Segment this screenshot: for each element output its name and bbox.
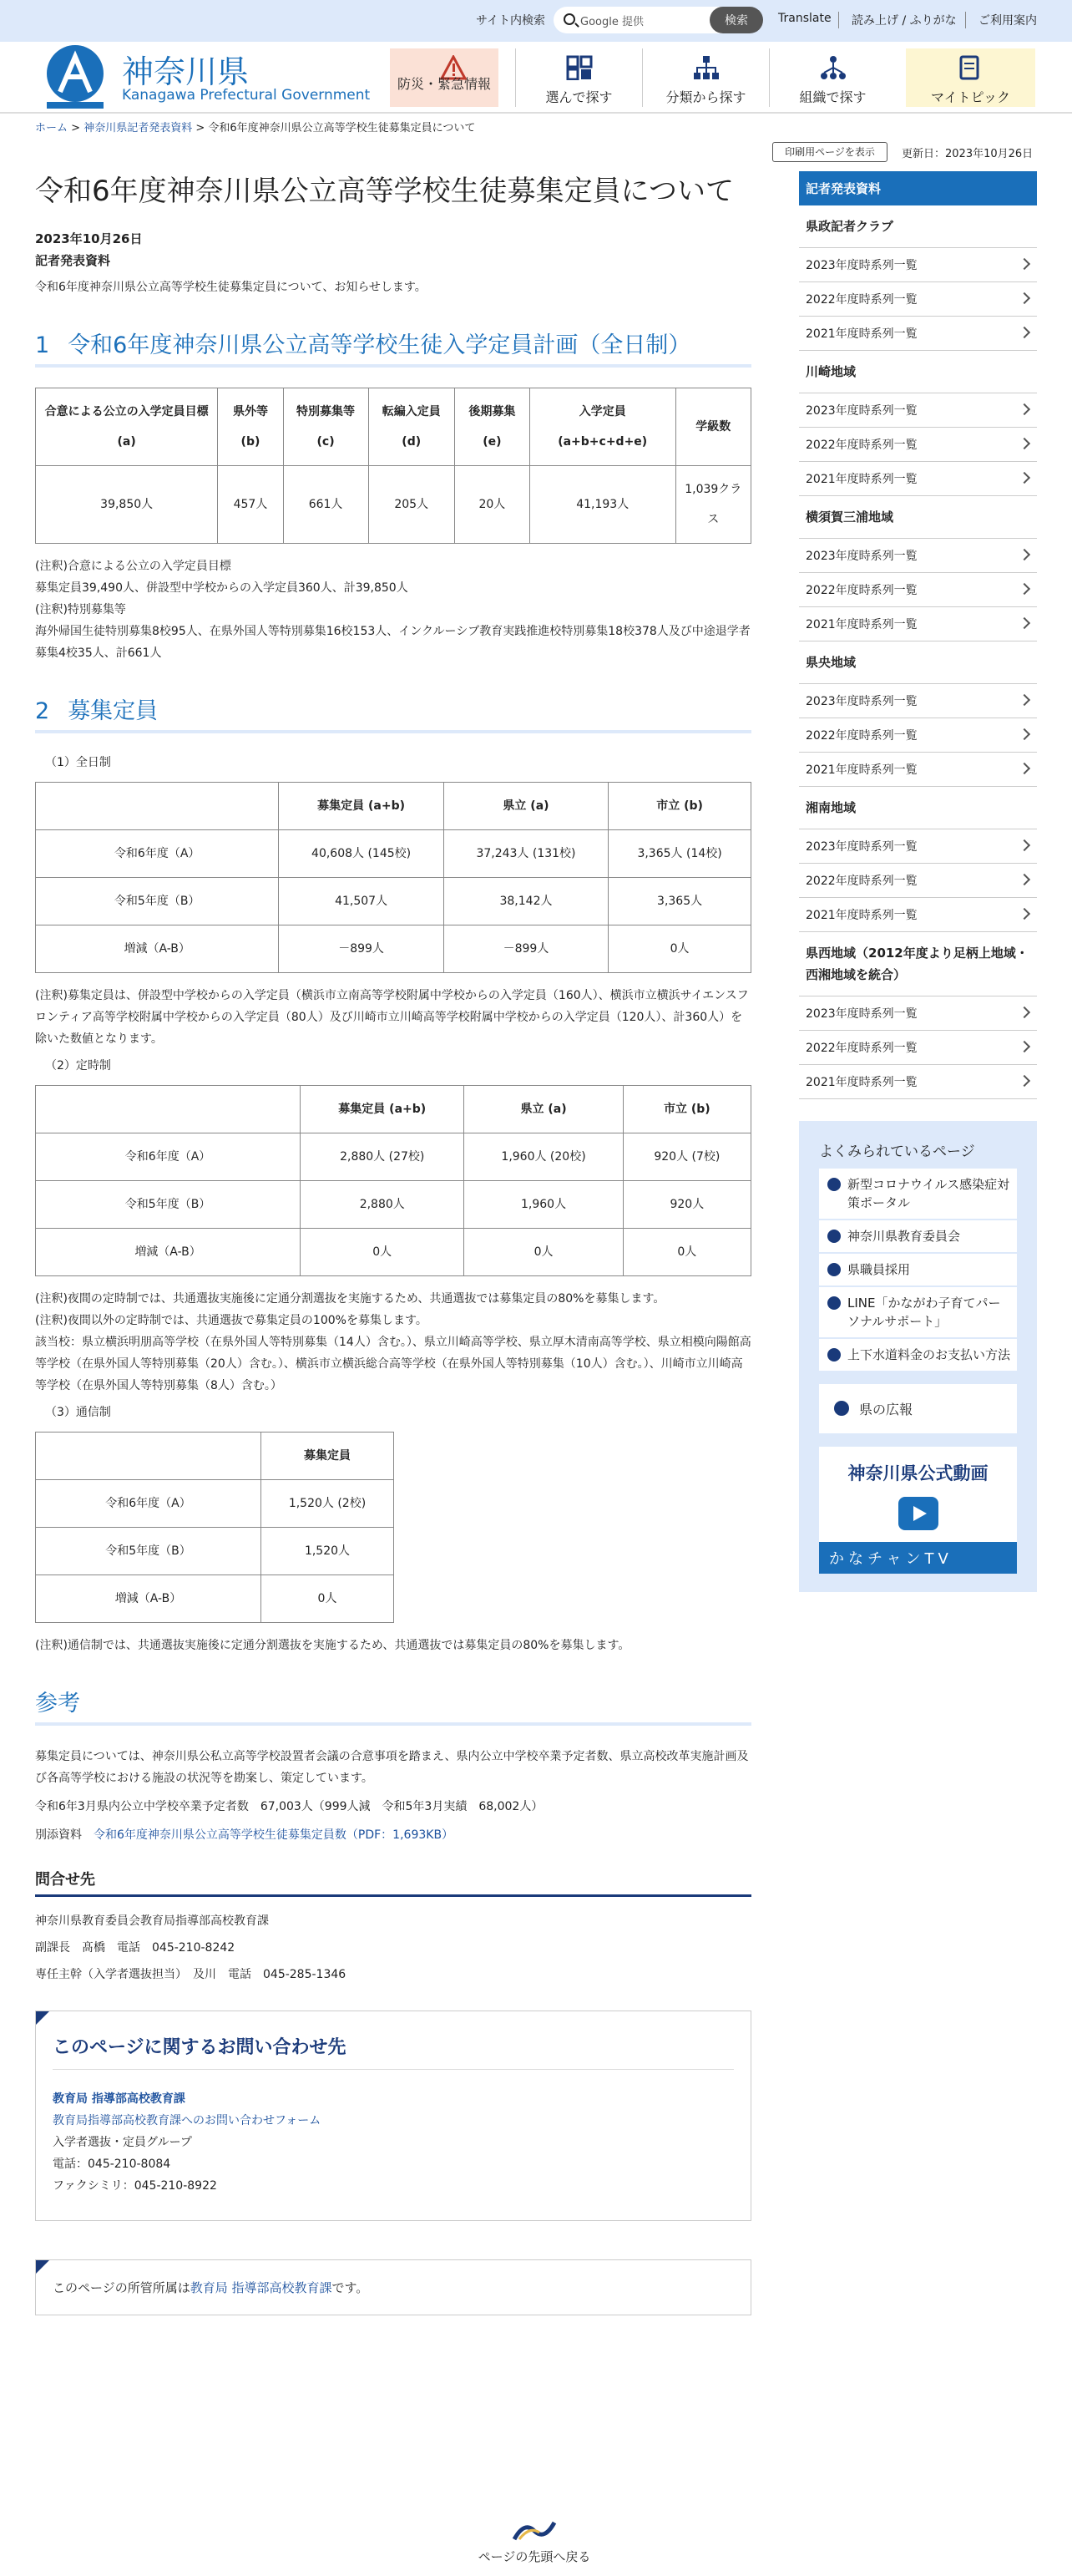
section-2-heading: 2 募集定員 bbox=[35, 677, 751, 733]
official-video-banner[interactable] bbox=[819, 1447, 1017, 1574]
table-row: 増減（A-B） －899人 －899人 0人 bbox=[36, 925, 751, 973]
search-icon bbox=[564, 13, 575, 25]
reference-text: 募集定員については、神奈川県公私立高等学校設置者会議の合意事項を踏まえ、県内公立中学校卒業予定者数、県立高校改革実施計画及び各高等学校における施設の状況等を勘案し、策定しています。 bbox=[35, 1750, 749, 1785]
sidebar-item[interactable]: 2021年度時系列一覧 bbox=[799, 607, 1037, 641]
table-cell: 41,193人 bbox=[529, 466, 675, 544]
sidebar-group-1: 川崎地域 bbox=[799, 351, 1037, 393]
sidebar-item[interactable]: 2023年度時系列一覧 bbox=[799, 539, 1037, 573]
nav-mypick[interactable] bbox=[906, 48, 1035, 107]
table-header: 県立 (a) bbox=[464, 1086, 623, 1133]
section-1-heading: 1 令和6年度神奈川県公立高等学校生徒入学定員計画（全日制） bbox=[35, 312, 751, 368]
attachment-line: 別添資料 令和6年度神奈川県公立高等学校生徒募集定員数（PDF：1,693KB） bbox=[35, 1828, 454, 1842]
attachment-pdf-link[interactable]: 令和6年度神奈川県公立高等学校生徒募集定員数（PDF：1,693KB） bbox=[94, 1828, 454, 1842]
correspondence-table bbox=[35, 1432, 394, 1623]
fulltime-table bbox=[35, 782, 751, 973]
pref-pr-link[interactable]: 県の広報 bbox=[819, 1384, 1017, 1433]
popular-item[interactable]: 新型コロナウイルス感染症対策ポータル bbox=[819, 1169, 1017, 1219]
breadcrumb-home[interactable]: ホーム bbox=[35, 122, 68, 134]
sidebar-heading: 記者発表資料 bbox=[799, 171, 1037, 205]
enrollment-plan-table bbox=[35, 388, 751, 544]
table-header: 市立 (b) bbox=[623, 1086, 751, 1133]
sidebar-item[interactable]: 2022年度時系列一覧 bbox=[799, 718, 1037, 753]
table-row: 令和6年度（A） 40,608人 (145校) 37,243人 (131校) 3,365人 (14校) bbox=[36, 830, 751, 878]
sidebar-group-0: 県政記者クラブ bbox=[799, 205, 1037, 248]
contact-form-link[interactable]: 教育局指導部高校教育課へのお問い合わせフォーム bbox=[53, 2114, 321, 2127]
read-aloud-link[interactable]: 読み上げ / ふりがな bbox=[852, 14, 957, 28]
sidebar-item[interactable]: 2022年度時系列一覧 bbox=[799, 282, 1037, 317]
table-header: 特別募集等 (c) bbox=[283, 388, 368, 466]
table-header: 県立 (a) bbox=[443, 783, 608, 830]
note: (注釈)募集定員は、併設型中学校からの入学定員（横浜市立南高等学校附属中学校からの入学定員（160人）、横浜市立横浜サイエンスフロンティア高等学校附属中学校からの入学定員（80人）及び川崎市立川崎高等学校附属中学校からの入学定員（120人）、計360人）を除いた数値となります。 bbox=[35, 989, 749, 1046]
table-header: 学級数 bbox=[675, 388, 751, 466]
popular-item[interactable]: 上下水道料金のお支払い方法 bbox=[819, 1339, 1017, 1371]
table-row: 令和6年度（A） 2,880人 (27校) 1,960人 (20校) 920人 (7校) bbox=[36, 1133, 751, 1181]
table-header: 入学定員 (a+b+c+d+e) bbox=[529, 388, 675, 466]
table-cell: 39,850人 bbox=[36, 466, 218, 544]
owner-dept-link[interactable]: 教育局 指導部高校教育課 bbox=[190, 2280, 332, 2295]
back-to-top-link[interactable]: ページの先頭へ戻る bbox=[468, 2514, 601, 2565]
publish-date: 2023年10月26日 bbox=[35, 231, 143, 246]
sidebar-group-3: 県央地域 bbox=[799, 641, 1037, 684]
nav-disaster[interactable] bbox=[390, 48, 498, 107]
sidebar-item[interactable]: 2021年度時系列一覧 bbox=[799, 898, 1037, 932]
site-search-label: サイト内検索 bbox=[476, 14, 546, 28]
site-title-en: Kanagawa Prefectural Government bbox=[122, 87, 371, 104]
contact-box bbox=[35, 2011, 751, 2221]
parttime-table bbox=[35, 1085, 751, 1276]
note: (注釈)合意による公立の入学定員目標 募集定員39,490人、併設型中学校からの入学定員360人、計39,850人 (注釈)特別募集等 海外帰国生徒特別募集8校95人、在県外国人等特別募集16校153人、インクルーシブ教育実践推進校特別募集18校378人及び中途退学者募集4校35人、計661人 bbox=[35, 560, 751, 660]
search-button[interactable]: 検索 bbox=[710, 7, 763, 33]
contact-title: このページに関するお問い合わせ先 bbox=[53, 2033, 734, 2070]
table-row: 令和5年度（B） 2,880人 1,960人 920人 bbox=[36, 1181, 751, 1229]
contact-phone: 電話：045-210-8084 bbox=[53, 2158, 171, 2171]
sidebar-item[interactable]: 2023年度時系列一覧 bbox=[799, 684, 1037, 718]
table-header: 県外等 (b) bbox=[218, 388, 283, 466]
wave-logo-icon bbox=[509, 2514, 559, 2544]
nav-choose[interactable] bbox=[515, 48, 642, 107]
page-title: 令和6年度神奈川県公立高等学校生徒募集定員について bbox=[35, 175, 734, 208]
notebook-icon bbox=[956, 55, 983, 80]
nav-category[interactable] bbox=[642, 48, 769, 107]
search-placeholder: Google 提供 bbox=[580, 16, 644, 28]
table-row: 令和6年度（A） 1,520人 (2校) bbox=[36, 1480, 394, 1528]
breadcrumb: ホーム > 神奈川県記者発表資料 > 令和6年度神奈川県公立高等学校生徒募集定員について bbox=[35, 122, 476, 134]
play-icon bbox=[898, 1497, 938, 1530]
table-cell: 205人 bbox=[368, 466, 454, 544]
contact-dept-link[interactable]: 教育局 指導部高校教育課 bbox=[53, 2092, 185, 2106]
table-header: 合意による公立の入学定員目標 (a) bbox=[36, 388, 218, 466]
inquiry-heading: 問合せ先 bbox=[35, 1868, 751, 1897]
table-row: 令和5年度（B） 1,520人 bbox=[36, 1528, 394, 1575]
sidebar-item[interactable]: 2023年度時系列一覧 bbox=[799, 996, 1037, 1031]
hierarchy-icon bbox=[693, 55, 720, 80]
nav-org[interactable] bbox=[769, 48, 896, 107]
table-header: 募集定員 (a+b) bbox=[279, 783, 443, 830]
sidebar-group-4: 湘南地域 bbox=[799, 787, 1037, 829]
video-title: 神奈川県公式動画 bbox=[847, 1463, 989, 1483]
organization-icon bbox=[820, 55, 847, 80]
table-header bbox=[36, 783, 279, 830]
table-row: 増減（A-B） 0人 0人 0人 bbox=[36, 1229, 751, 1276]
inquiry-details: 神奈川県教育委員会教育局指導部高校教育課 副課長 髙橋 電話 045-210-8242 専任主幹（入学者選抜担当） 及川 電話 045-285-1346 bbox=[35, 1914, 346, 1981]
reference-heading: 参考 bbox=[35, 1670, 751, 1726]
sidebar-item[interactable]: 2023年度時系列一覧 bbox=[799, 829, 1037, 864]
table-row: 増減（A-B） 0人 bbox=[36, 1575, 394, 1623]
subsection-parttime: （2）定時制 bbox=[45, 1059, 111, 1072]
sidebar-item[interactable]: 2021年度時系列一覧 bbox=[799, 317, 1037, 351]
print-button[interactable]: 印刷用ページを表示 bbox=[772, 142, 887, 162]
popular-heading: よくみられているページ bbox=[819, 1143, 975, 1160]
table-header: 転編入定員 (d) bbox=[368, 388, 454, 466]
nav-category-label: 分類から探す bbox=[665, 89, 746, 105]
site-title[interactable]: 神奈川県 bbox=[122, 53, 250, 90]
sidebar-item[interactable]: 2021年度時系列一覧 bbox=[799, 462, 1037, 496]
nav-disaster-label: 防災・緊急情報 bbox=[397, 76, 491, 92]
table-header: 市立 (b) bbox=[609, 783, 751, 830]
subsection-correspondence: （3）通信制 bbox=[45, 1406, 111, 1419]
popular-item[interactable]: 県職員採用 bbox=[819, 1254, 1017, 1285]
nav-org-label: 組織で探す bbox=[799, 89, 867, 105]
note: (注釈)通信制では、共通選抜実施後に定通分割選抜を実施するため、共通選抜では募集定員の80%を募集します。 bbox=[35, 1639, 630, 1652]
sidebar-item[interactable]: 2021年度時系列一覧 bbox=[799, 1065, 1037, 1099]
table-header: 後期募集 (e) bbox=[454, 388, 529, 466]
updated-date: 更新日：2023年10月26日 bbox=[902, 148, 1034, 160]
nav-choose-label: 選んで探す bbox=[545, 89, 613, 105]
sidebar-item[interactable]: 2023年度時系列一覧 bbox=[799, 248, 1037, 282]
table-cell: 661人 bbox=[283, 466, 368, 544]
table-cell: 20人 bbox=[454, 466, 529, 544]
sidebar-item[interactable]: 2022年度時系列一覧 bbox=[799, 1031, 1037, 1065]
breadcrumb-press[interactable]: 神奈川県記者発表資料 bbox=[83, 122, 193, 134]
sidebar-group-5: 県西地域（2012年度より足柄上地域・西湘地域を統合） bbox=[799, 932, 1037, 996]
table-cell: 457人 bbox=[218, 466, 283, 544]
main-content bbox=[35, 171, 751, 2315]
graduates-text: 令和6年3月県内公立中学校卒業予定者数 67,003人（999人減 令和5年3月実績 68,002人） bbox=[35, 1800, 544, 1813]
popular-pages bbox=[799, 1121, 1037, 1592]
table-cell: 1,039クラス bbox=[675, 466, 751, 544]
contact-fax: ファクシミリ：045-210-8922 bbox=[53, 2179, 217, 2193]
breadcrumb-current: 令和6年度神奈川県公立高等学校生徒募集定員について bbox=[208, 122, 476, 134]
lead-text: 令和6年度神奈川県公立高等学校生徒募集定員について、お知らせします。 bbox=[35, 281, 427, 294]
translate-link[interactable]: Translate bbox=[778, 12, 832, 25]
owner-box: このページの所管所属は教育局 指導部高校教育課です。 bbox=[35, 2259, 751, 2315]
sidebar-item[interactable]: 2023年度時系列一覧 bbox=[799, 393, 1037, 428]
sidebar-item[interactable]: 2022年度時系列一覧 bbox=[799, 428, 1037, 462]
note: (注釈)夜間の定時制では、共通選抜実施後に定通分割選抜を実施するため、共通選抜では募集定員の80%を募集します。 (注釈)夜間以外の定時制では、共通選抜で募集定員の100%を募集します。 該当校：県立横浜明朋高等学校（在県外国人等特別募集（14人）含む。）、県立川崎高等学校、県立厚木清南高等学校、県立相模向陽館高等学校（在県外国人等特別募集（20人）含む。）、横浜市立横浜総合高等学校（在県外国人等特別募集（10人）含む。）、川崎市立川崎高等学校（在県外国人等特別募集（8人）含む。） bbox=[35, 1292, 751, 1392]
table-row: 令和5年度（B） 41,507人 38,142人 3,365人 bbox=[36, 878, 751, 925]
sidebar-item[interactable]: 2022年度時系列一覧 bbox=[799, 573, 1037, 607]
sidebar-group-2: 横須賀三浦地域 bbox=[799, 496, 1037, 539]
top-utility-bar bbox=[0, 0, 1072, 42]
prefecture-logo-icon[interactable] bbox=[37, 42, 114, 109]
subsection-fulltime: （1）全日制 bbox=[45, 756, 111, 769]
sidebar-item[interactable]: 2021年度時系列一覧 bbox=[799, 753, 1037, 787]
table-header: 募集定員 (a+b) bbox=[301, 1086, 464, 1133]
document-kind: 記者発表資料 bbox=[35, 253, 111, 268]
video-channel-label: かなチャンTV bbox=[819, 1542, 1017, 1574]
popular-item[interactable]: LINE「かながわ子育てパーソナルサポート」 bbox=[819, 1287, 1017, 1337]
table-header bbox=[36, 1086, 301, 1133]
nav-mypick-label: マイトピック bbox=[930, 89, 1011, 105]
sidebar bbox=[799, 171, 1037, 1592]
contact-group: 入学者選抜・定員グループ bbox=[53, 2136, 192, 2149]
checklist-icon bbox=[566, 55, 593, 80]
sidebar-item[interactable]: 2022年度時系列一覧 bbox=[799, 864, 1037, 898]
guide-link[interactable]: ご利用案内 bbox=[978, 14, 1037, 28]
popular-item[interactable]: 神奈川県教育委員会 bbox=[819, 1220, 1017, 1252]
table-header: 募集定員 bbox=[261, 1433, 394, 1480]
